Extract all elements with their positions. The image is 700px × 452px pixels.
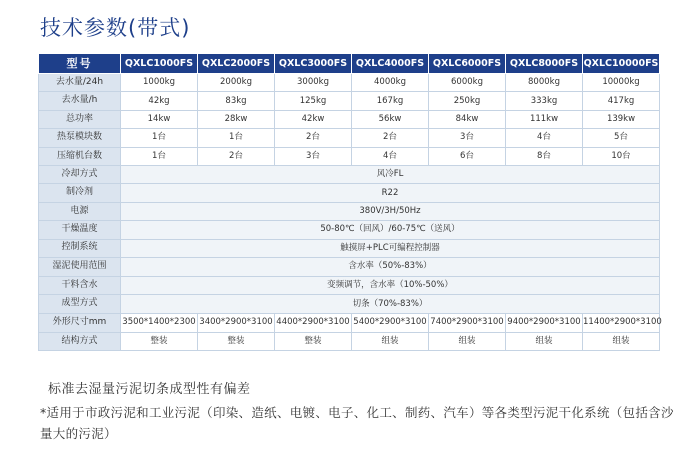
table-cell: 5400*2900*3100 xyxy=(352,313,429,332)
table-row xyxy=(39,129,660,147)
table-cell: 9400*2900*3100 xyxy=(506,313,583,332)
row-label: 去水量/24h xyxy=(39,74,121,92)
table-span-cell: 切条（70%-83%） xyxy=(121,295,660,313)
row-label: 外形尺寸mm xyxy=(39,313,121,332)
table-cell: 139kw xyxy=(583,110,660,128)
header-model-cell: QXLC3000FS xyxy=(275,54,352,74)
table-cell: 8台 xyxy=(506,147,583,165)
table-row xyxy=(39,332,660,350)
table-row xyxy=(39,147,660,165)
table-cell: 2台 xyxy=(198,147,275,165)
table-cell: 1台 xyxy=(121,147,198,165)
row-label: 湿泥使用范围 xyxy=(39,257,121,276)
table-row xyxy=(39,221,660,239)
table-cell: 4台 xyxy=(352,147,429,165)
table-cell: 1台 xyxy=(121,129,198,147)
table-row xyxy=(39,276,660,294)
note-line-2: *适用于市政污泥和工业污泥（印染、造纸、电镀、电子、化工、制药、汽车）等各类型污泥干化系统（包括含沙量大的污泥） xyxy=(40,405,674,441)
table-cell: 4400*2900*3100 xyxy=(275,313,352,332)
row-label: 压缩机台数 xyxy=(39,147,121,165)
table-row xyxy=(39,313,660,332)
table-cell: 整装 xyxy=(275,332,352,350)
row-label: 干料含水 xyxy=(39,276,121,294)
row-label: 电源 xyxy=(39,202,121,220)
row-label: 控制系统 xyxy=(39,239,121,257)
table-cell: 2台 xyxy=(275,129,352,147)
table-cell: 2000kg xyxy=(198,74,275,92)
table-cell: 42kw xyxy=(275,110,352,128)
table-span-cell: 风冷FL xyxy=(121,165,660,183)
table-cell: 4000kg xyxy=(352,74,429,92)
table-cell: 5台 xyxy=(583,129,660,147)
table-span-cell: 变频调节，含水率（10%-50%） xyxy=(121,276,660,294)
table-cell: 10000kg xyxy=(583,74,660,92)
table-cell: 10台 xyxy=(583,147,660,165)
table-row xyxy=(39,74,660,92)
table-row xyxy=(39,295,660,313)
page-title: 技术参数(带式) xyxy=(40,16,191,40)
table-cell: 6台 xyxy=(429,147,506,165)
row-label: 成型方式 xyxy=(39,295,121,313)
spec-table xyxy=(38,53,660,351)
header-model-cell: QXLC1000FS xyxy=(121,54,198,74)
table-cell: 1000kg xyxy=(121,74,198,92)
table-cell: 333kg xyxy=(506,92,583,110)
table-row xyxy=(39,239,660,257)
table-row xyxy=(39,165,660,183)
header-model-cell: QXLC6000FS xyxy=(429,54,506,74)
table-cell: 111kw xyxy=(506,110,583,128)
row-label: 热泵模块数 xyxy=(39,129,121,147)
row-label: 结构方式 xyxy=(39,332,121,350)
table-span-cell: 含水率（50%-83%） xyxy=(121,257,660,276)
table-cell: 组装 xyxy=(352,332,429,350)
table-cell: 42kg xyxy=(121,92,198,110)
table-cell: 3400*2900*3100 xyxy=(198,313,275,332)
table-header-row xyxy=(39,54,660,74)
table-span-cell: 380V/3H/50Hz xyxy=(121,202,660,220)
table-row xyxy=(39,202,660,220)
table-cell: 整装 xyxy=(121,332,198,350)
table-cell: 组装 xyxy=(506,332,583,350)
table-row xyxy=(39,184,660,202)
table-cell: 11400*2900*3100 xyxy=(583,313,660,332)
table-row xyxy=(39,257,660,276)
table-cell: 167kg xyxy=(352,92,429,110)
table-cell: 8000kg xyxy=(506,74,583,92)
row-label: 冷却方式 xyxy=(39,165,121,183)
row-label: 总功率 xyxy=(39,110,121,128)
table-cell: 3500*1400*2300 xyxy=(121,313,198,332)
table-cell: 组装 xyxy=(583,332,660,350)
row-label: 制冷剂 xyxy=(39,184,121,202)
table-span-cell: 50-80℃（回风）/60-75℃（送风） xyxy=(121,221,660,239)
table-cell: 28kw xyxy=(198,110,275,128)
table-cell: 3台 xyxy=(429,129,506,147)
row-label: 干燥温度 xyxy=(39,221,121,239)
header-model-cell: QXLC10000FS xyxy=(583,54,660,74)
table-body xyxy=(39,74,660,351)
table-cell: 7400*2900*3100 xyxy=(429,313,506,332)
header-model-cell: QXLC8000FS xyxy=(506,54,583,74)
table-cell: 56kw xyxy=(352,110,429,128)
table-cell: 组装 xyxy=(429,332,506,350)
table-cell: 3000kg xyxy=(275,74,352,92)
table-cell: 6000kg xyxy=(429,74,506,92)
table-span-cell: 触摸屏+PLC可编程控制器 xyxy=(121,239,660,257)
table-cell: 3台 xyxy=(275,147,352,165)
table-cell: 83kg xyxy=(198,92,275,110)
table-cell: 2台 xyxy=(352,129,429,147)
header-model-label: 型号 xyxy=(39,54,121,74)
table-cell: 14kw xyxy=(121,110,198,128)
table-cell: 125kg xyxy=(275,92,352,110)
table-row xyxy=(39,92,660,110)
note-line-1: 标准去湿量污泥切条成型性有偏差 xyxy=(48,382,251,397)
table-cell: 417kg xyxy=(583,92,660,110)
table-cell: 整装 xyxy=(198,332,275,350)
header-model-cell: QXLC2000FS xyxy=(198,54,275,74)
table-cell: 1台 xyxy=(198,129,275,147)
table-cell: 84kw xyxy=(429,110,506,128)
table-span-cell: R22 xyxy=(121,184,660,202)
header-model-cell: QXLC4000FS xyxy=(352,54,429,74)
table-cell: 250kg xyxy=(429,92,506,110)
row-label: 去水量/h xyxy=(39,92,121,110)
table-row xyxy=(39,110,660,128)
table-cell: 4台 xyxy=(506,129,583,147)
